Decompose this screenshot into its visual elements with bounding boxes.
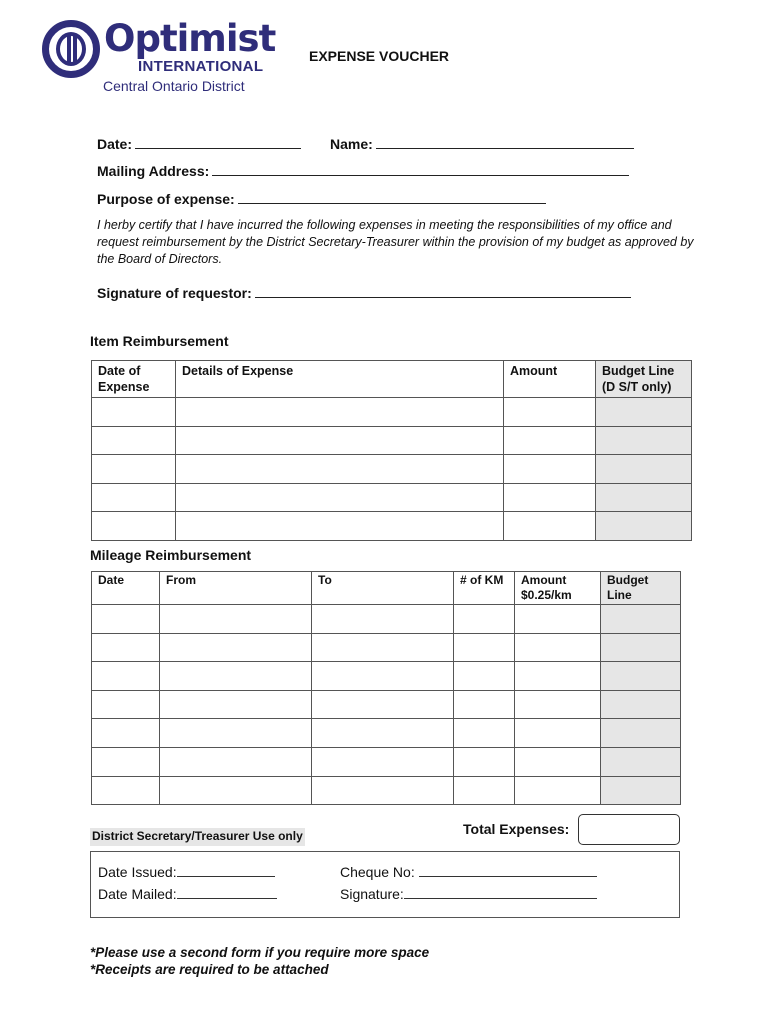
- table-cell[interactable]: [504, 426, 596, 455]
- table-cell[interactable]: [601, 605, 681, 634]
- table-cell[interactable]: [312, 747, 454, 776]
- table-cell[interactable]: [160, 747, 312, 776]
- table-row: [92, 690, 681, 719]
- table-cell[interactable]: [515, 690, 601, 719]
- table-cell[interactable]: [176, 483, 504, 512]
- office-signature-field[interactable]: [340, 886, 597, 902]
- table-cell[interactable]: [92, 776, 160, 805]
- col-details: Details of Expense: [176, 361, 504, 398]
- purpose-field[interactable]: [97, 191, 546, 207]
- optimist-logo: [40, 17, 276, 98]
- mileage-reimbursement-heading: Mileage Reimbursement: [90, 547, 252, 563]
- table-cell[interactable]: [454, 690, 515, 719]
- table-cell[interactable]: [596, 483, 692, 512]
- table-row: [92, 719, 681, 748]
- col-budget-line: Budget Line (D S/T only): [596, 361, 692, 398]
- col-amount: Amount: [504, 361, 596, 398]
- cheque-no-field[interactable]: [340, 864, 597, 880]
- table-cell[interactable]: [92, 512, 176, 541]
- table-cell[interactable]: [312, 605, 454, 634]
- table-cell[interactable]: [160, 662, 312, 691]
- table-cell[interactable]: [160, 776, 312, 805]
- table-row: [92, 747, 681, 776]
- table-cell[interactable]: [601, 633, 681, 662]
- col-km: # of KM: [454, 572, 515, 605]
- office-use-box: [90, 851, 680, 918]
- total-expenses-label: Total Expenses:: [463, 821, 570, 837]
- table-cell[interactable]: [160, 719, 312, 748]
- date-field[interactable]: [97, 136, 301, 152]
- emblem-bar: [67, 36, 71, 62]
- date-issued-field[interactable]: [98, 864, 275, 880]
- certification-text: I herby certify that I have incurred the following expenses in meeting the responsibilities of my office and request reimbursement by the District Secretary-Treasurer within the provision of my budget as approved by the Board of Directors.: [97, 218, 694, 266]
- page-title: EXPENSE VOUCHER: [309, 48, 450, 64]
- item-reimbursement-heading: Item Reimbursement: [90, 333, 229, 349]
- col-to: To: [312, 572, 454, 605]
- date-mailed-label: Date Mailed:: [98, 886, 177, 902]
- table-cell[interactable]: [515, 605, 601, 634]
- table-row: [92, 512, 692, 541]
- table-cell[interactable]: [596, 426, 692, 455]
- table-cell[interactable]: [312, 776, 454, 805]
- table-cell[interactable]: [92, 605, 160, 634]
- name-field[interactable]: [330, 136, 634, 152]
- date-mailed-line[interactable]: [177, 887, 277, 899]
- table-cell[interactable]: [312, 690, 454, 719]
- table-row: [92, 398, 692, 427]
- table-cell[interactable]: [601, 747, 681, 776]
- table-cell[interactable]: [596, 455, 692, 484]
- table-cell[interactable]: [312, 662, 454, 691]
- col-date-of-expense: Date of Expense: [92, 361, 176, 398]
- table-row: [92, 455, 692, 484]
- table-cell[interactable]: [515, 662, 601, 691]
- table-header-row: [92, 572, 681, 605]
- table-cell[interactable]: [601, 776, 681, 805]
- table-cell[interactable]: [92, 398, 176, 427]
- cheque-no-line[interactable]: [419, 865, 597, 877]
- table-cell[interactable]: [312, 719, 454, 748]
- office-signature-label: Signature:: [340, 886, 404, 902]
- table-cell[interactable]: [601, 690, 681, 719]
- table-row: [92, 662, 681, 691]
- table-cell[interactable]: [176, 398, 504, 427]
- table-cell[interactable]: [454, 747, 515, 776]
- table-cell[interactable]: [515, 719, 601, 748]
- item-reimbursement-table: [91, 360, 692, 541]
- logo-international: INTERNATIONAL: [138, 58, 264, 75]
- table-cell[interactable]: [454, 719, 515, 748]
- table-cell[interactable]: [92, 426, 176, 455]
- table-cell[interactable]: [92, 719, 160, 748]
- table-cell[interactable]: [454, 662, 515, 691]
- signature-line[interactable]: [255, 285, 631, 298]
- table-cell[interactable]: [515, 776, 601, 805]
- col-budget-line: Budget Line: [601, 572, 681, 605]
- table-header-row: [92, 361, 692, 398]
- table-cell[interactable]: [515, 747, 601, 776]
- purpose-line[interactable]: [238, 191, 546, 204]
- note-receipts: *Receipts are required to be attached: [90, 962, 329, 977]
- logo-brand: Optimist: [104, 17, 276, 60]
- table-cell[interactable]: [176, 455, 504, 484]
- table-cell[interactable]: [92, 747, 160, 776]
- table-cell[interactable]: [160, 605, 312, 634]
- table-cell[interactable]: [454, 605, 515, 634]
- table-cell[interactable]: [160, 633, 312, 662]
- table-row: [92, 776, 681, 805]
- col-date: Date: [92, 572, 160, 605]
- date-line[interactable]: [135, 136, 301, 149]
- signature-label: Signature of requestor:: [97, 285, 252, 301]
- table-cell[interactable]: [454, 776, 515, 805]
- table-cell[interactable]: [92, 662, 160, 691]
- cheque-no-label: Cheque No:: [340, 864, 415, 880]
- table-row: [92, 483, 692, 512]
- mailing-address-label: Mailing Address:: [97, 163, 210, 179]
- mileage-reimbursement-table: [91, 571, 681, 805]
- note-second-form: *Please use a second form if you require more space: [90, 945, 430, 960]
- date-mailed-field[interactable]: [98, 886, 277, 902]
- table-cell[interactable]: [596, 512, 692, 541]
- table-cell[interactable]: [312, 633, 454, 662]
- date-issued-label: Date Issued:: [98, 864, 177, 880]
- table-cell[interactable]: [160, 690, 312, 719]
- name-label: Name:: [330, 136, 373, 152]
- name-line[interactable]: [376, 136, 634, 149]
- table-cell[interactable]: [504, 512, 596, 541]
- table-row: [92, 605, 681, 634]
- table-cell[interactable]: [596, 398, 692, 427]
- table-cell[interactable]: [92, 483, 176, 512]
- table-cell[interactable]: [504, 455, 596, 484]
- signature-field[interactable]: [97, 285, 631, 301]
- table-cell[interactable]: [92, 633, 160, 662]
- table-cell[interactable]: [92, 690, 160, 719]
- col-from: From: [160, 572, 312, 605]
- table-cell[interactable]: [176, 426, 504, 455]
- table-cell[interactable]: [454, 633, 515, 662]
- office-use-label: District Secretary/Treasurer Use only: [90, 828, 305, 846]
- purpose-label: Purpose of expense:: [97, 191, 235, 207]
- emblem-inner-ring: [56, 32, 86, 66]
- date-issued-line[interactable]: [177, 865, 275, 877]
- emblem-bar: [73, 36, 77, 62]
- date-label: Date:: [97, 136, 133, 152]
- table-cell[interactable]: [601, 719, 681, 748]
- table-cell[interactable]: [504, 483, 596, 512]
- mailing-address-line[interactable]: [212, 163, 629, 176]
- table-cell[interactable]: [504, 398, 596, 427]
- table-row: [92, 633, 681, 662]
- col-amount-per-km: Amount $0.25/km: [515, 572, 601, 605]
- table-cell[interactable]: [92, 455, 176, 484]
- office-signature-line[interactable]: [404, 887, 597, 899]
- table-cell[interactable]: [515, 633, 601, 662]
- table-cell[interactable]: [176, 512, 504, 541]
- total-expenses-input[interactable]: [578, 814, 680, 845]
- table-cell[interactable]: [601, 662, 681, 691]
- mailing-address-field[interactable]: [97, 163, 629, 179]
- logo-district: Central Ontario District: [103, 78, 245, 94]
- table-row: [92, 426, 692, 455]
